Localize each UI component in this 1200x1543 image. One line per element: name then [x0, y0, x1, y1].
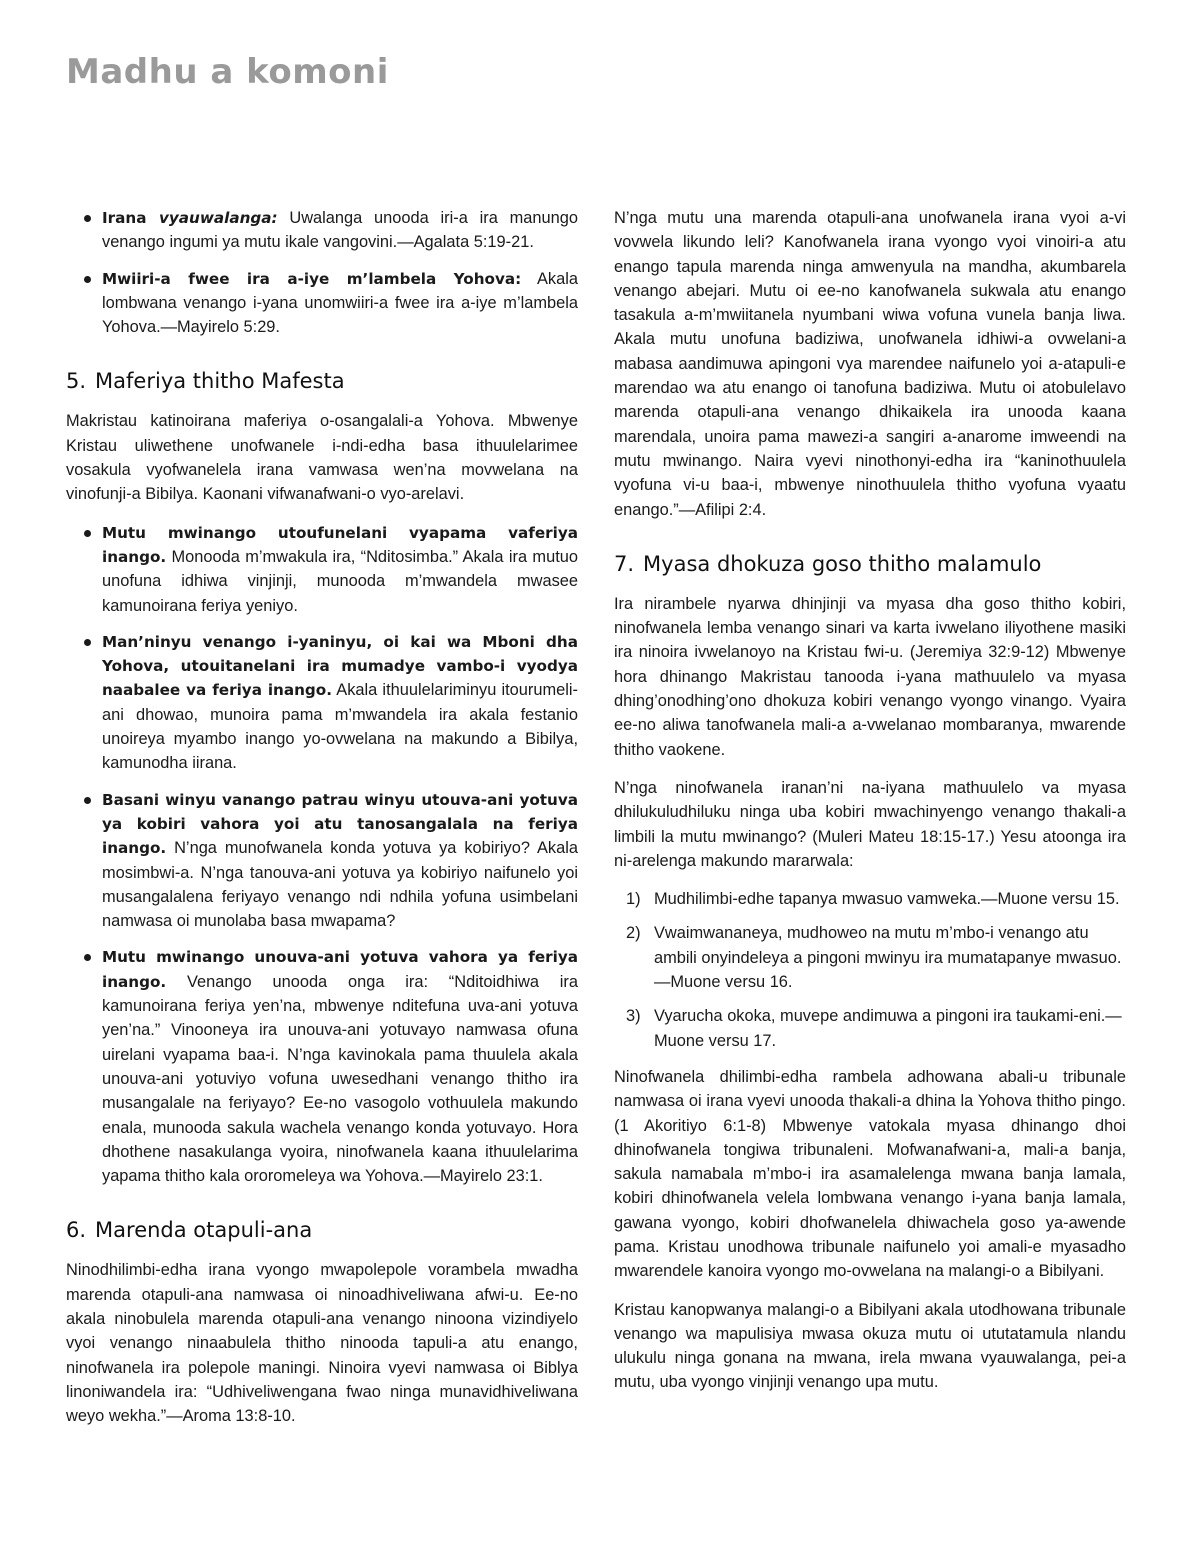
list-item [80, 630, 578, 776]
bullet-lead: Man’ninyu venango i-yaninyu, oi kai wa Mboni dha Yohova, utouitanelani ira mumadye vambo-i vyodya naabalee va feriya inango. [102, 632, 578, 700]
section-number: 7. [614, 551, 635, 576]
section-6-paragraph: Ninodhilimbi-edha irana vyongo mwapolepole vorambela mwadha marenda otapuli-ana namwasa oi ninoadhiveliwana afwi-u. Ee-no akala ninobulela marenda otapuli-ana venango ninoona vizindiyelo vyoi venango ninaabulela thitho ninooda tapuli-a atu enango, ninofwanela ira polepole maningi. Ninoira vyevi namwasa oi Biblya linoniwandela ira: “Udhiveliwengana fwao ninga munavidhiveliwana weyo wekha.”—Aroma 13:8-10. [66, 1261, 578, 1426]
bullet-icon [84, 639, 91, 646]
step-text: Mudhilimbi-edhe tapanya mwasuo vamweka.—Muone versu 15. [654, 890, 1120, 909]
list-item [80, 788, 578, 934]
running-head: Madhu a komoni [66, 52, 389, 92]
left-column [66, 206, 578, 1442]
step-item [626, 887, 1126, 911]
section-7-paragraph-2: N’nga ninofwanela iranan’ni na-iyana mathuulelo va myasa dhilukuludhiluku ninga uba kobiri mwachinyengo venango thakali-a limbili la mutu mwinango? (Muleri Mateu 18:15-17.) Yesu atoonga ira ni-arelenga makundo mararwala: [614, 778, 1126, 870]
section-title: Myasa dhokuza goso thitho malamulo [643, 551, 1042, 576]
section-7-heading [614, 550, 1126, 578]
section-6-continued-paragraph: N’nga mutu una marenda otapuli-ana unofwanela irana vyoi a-vi vovwela likundo leli? Kanofwanela irana vyongo vyoi vinoiri-a atu enango tapula marenda ninga amwenyula na mandha, akumbarela venango abejari. Mutu oi ee-no kanofwanela sukwala atu enango tasakula a-m’mwiitanela nyumbani wiwa vofuna vunela banja liwa. Akala mutu unofuna badiziwa, unofwanela idhiwi-a ovwelani-a mabasa aandimuwa apingoni vya marendee naifunelo yoi a-atapuli-e marendao wa atu enango oi tanofuna badiziwa. Mutu oi atobulelavo marenda otapuli-ana venango dhikaikela ira unooda kaana marendala, unoira pama mawezi-a sangiri a-anarome imweendi na mutu mwinango. Naira vyevi ninothonyi-edha ira “kaninothuulela vyofuna vi-u baa-i, mbwenye ninothuulela thitho vyofuna vyaatu enango.”—Afilipi 2:4. [614, 209, 1126, 519]
bullet-lead: Basani winyu vanango patrau winyu utouva-ani yotuva ya kobiri vahora yoi atu tanosangalala na feriya inango. [102, 790, 578, 858]
bullet-lead: Mwiiri-a fwee ira a-iye m’lambela Yohova: [102, 269, 522, 288]
bullet-lead: Irana [102, 209, 159, 227]
section-5-bullet-list [66, 521, 578, 1189]
step-text: Vwaimwananeya, mudhoweo na mutu m’mbo-i venango atu ambili onyindeleya a pingoni mwinyu ira mumatapanye mwasuo.—Muone versu 16. [654, 924, 1122, 992]
section-7-paragraph-3: Ninofwanela dhilimbi-edha rambela adhowana abali-u tribunale namwasa oi irana vyevi unooda thakali-a dhina la Yohova thitho pingo. (1 Akoritiyo 6:1-8) Mbwenye vatokala myasa dhinango dhoi dhinofwanela tongiwa tribunaleni. Mofwanafwani-a, mali-a banja, sakula namabala m’mbo-i ira asamalelenga mwana banja lamala, kobiri dhinofwanela velela lombwana venango i-yana banja lamala, gawana vyongo, kobiri dhofwanelela dhiwachela goso ya-awende pama. Kristau unodhowa tribunale naifunelo yoi amali-e myasadho mwarendele kanoira vyongo mo-ovwelana na malangi-o a Bibilyani. [614, 1067, 1126, 1281]
bullet-lead: Mutu mwinango utoufunelani vyapama vaferiya inango. [102, 523, 578, 566]
bullet-icon [84, 215, 91, 222]
step-number: 2) [626, 924, 641, 943]
step-item [626, 1004, 1126, 1053]
bullet-text: Akala lombwana venango i-yana unomwiiri-a fwee ira a-iye m’lambela Yohova.—Mayirelo 5:29. [102, 269, 578, 337]
section-7-paragraph-4: Kristau kanopwanya malangi-o a Bibilyani akala utodhowana tribunale venango wa mapulisiya mwasa okuza mutu oi ututatamula nlandu ulukulu ninga gonana na mwana, irela mwana vyauwalanga, pei-a mutu, uba vyongo vinjinji venango upa mutu. [614, 1300, 1126, 1392]
section-5-heading [66, 367, 578, 395]
bullet-icon [84, 797, 91, 804]
section-number: 6. [66, 1218, 87, 1243]
step-number: 1) [626, 890, 641, 909]
list-item [80, 206, 578, 255]
step-text: Vyarucha okoka, muvepe andimuwa a pingoni ira taukami-eni.—Muone versu 17. [654, 1007, 1122, 1050]
bullet-text: Monooda m’mwakula ira, “Nditosimba.” Akala ira mutuo unofuna idhiwa vinjinji, munooda m’mwandela mwasee kamunoirana feriya yeniyo. [102, 547, 578, 615]
bullet-icon [84, 530, 91, 537]
step-number: 3) [626, 1007, 641, 1026]
section-number: 5. [66, 369, 87, 394]
section-5-paragraph: Makristau katinoirana maferiya o-osangalali-a Yohova. Mbwenye Kristau uliwethene unofwanele i-ndi-edha basa ithuulelarimee vosakula vyofwanelela irana vamwasa wen’na movwelana na vinofunji-a Bibilya. Kaonani vifwanafwani-o vyo-arelavi. [66, 412, 578, 504]
section-title: Marenda otapuli-ana [95, 1218, 313, 1243]
bullet-icon [84, 954, 91, 961]
list-item [80, 267, 578, 340]
bullet-text: Venango unooda onga ira: “Nditoidhiwa ira kamunoirana feriya yen’na, mbwenye nditefuna uva-ani yotuva yen’na.” Vinooneya ira unouva-ani yotuvayo namwasa ofuna uirelani vyapama baa-i. N’nga kavinokala pama thuulela akala unouva-ani yotuviyo vofuna uwesedhani venango thitho ira musangalale na feriyayo? Ee-no vasogolo vothuulela makundo enala, munooda sakula wachela venango konda yotuvayo. Hora dhothene nasakulanga vyoira, ninofwanela kaana ithuulelarima yapama thitho kala ororomeleya wa Yohova.—Mayirelo 23:1. [102, 972, 578, 1186]
right-column [614, 206, 1126, 1409]
section-7-paragraph-1: Ira nirambele nyarwa dhinjinji va myasa dha goso thitho kobiri, ninofwanela lemba venango sinari va karta ivwelano iliyothene masiki ira ninoira ivwelanoyo na Kristau fwi-u. (Jeremiya 32:9-12) Mbwenye hora dhinango Makristau tanooda i-yana mathuulelo va myasa dhing’onodhing’ono dhokuza kobiri venango vyongo vinango. Vyaira ee-no aliwa tanofwanela mali-a a-vwelanao mombaranya, mwarende thitho vaokene. [614, 594, 1126, 759]
step-item [626, 921, 1126, 994]
steps-list [614, 887, 1126, 1053]
bullet-icon [84, 276, 91, 283]
list-item [80, 521, 578, 618]
bullet-lead: Mutu mwinango unouva-ani yotuva vahora ya feriya inango. [102, 948, 578, 991]
bullet-text: N’nga munofwanela konda yotuva ya kobiriyo? Akala mosimbwi-a. N’nga tanouva-ani yotuva ya kobiriyo naifunelo yoi musangalalena feriyayo venango ndi ndhila yofuna usimbelani namwasa oi munolaba basa mwapama? [102, 839, 578, 931]
section-6-heading [66, 1216, 578, 1244]
intro-bullet-list [66, 206, 578, 339]
list-item [80, 945, 578, 1188]
section-title: Maferiya thitho Mafesta [95, 369, 345, 394]
bullet-text: Akala ithuulelariminyu itourumeli-ani dhowao, munoira pama m’mwandela ira akala festanio unoireya myambo inango yo-ovwelana na makundo a Bibilya, kamunodha iirana. [102, 681, 578, 773]
bullet-text: Uwalanga unooda iri-a ira manungo venango ingumi ya mutu ikale vangovini.—Agalata 5:19-21. [102, 209, 578, 252]
bullet-lead-italic: vyauwalanga: [158, 209, 278, 227]
